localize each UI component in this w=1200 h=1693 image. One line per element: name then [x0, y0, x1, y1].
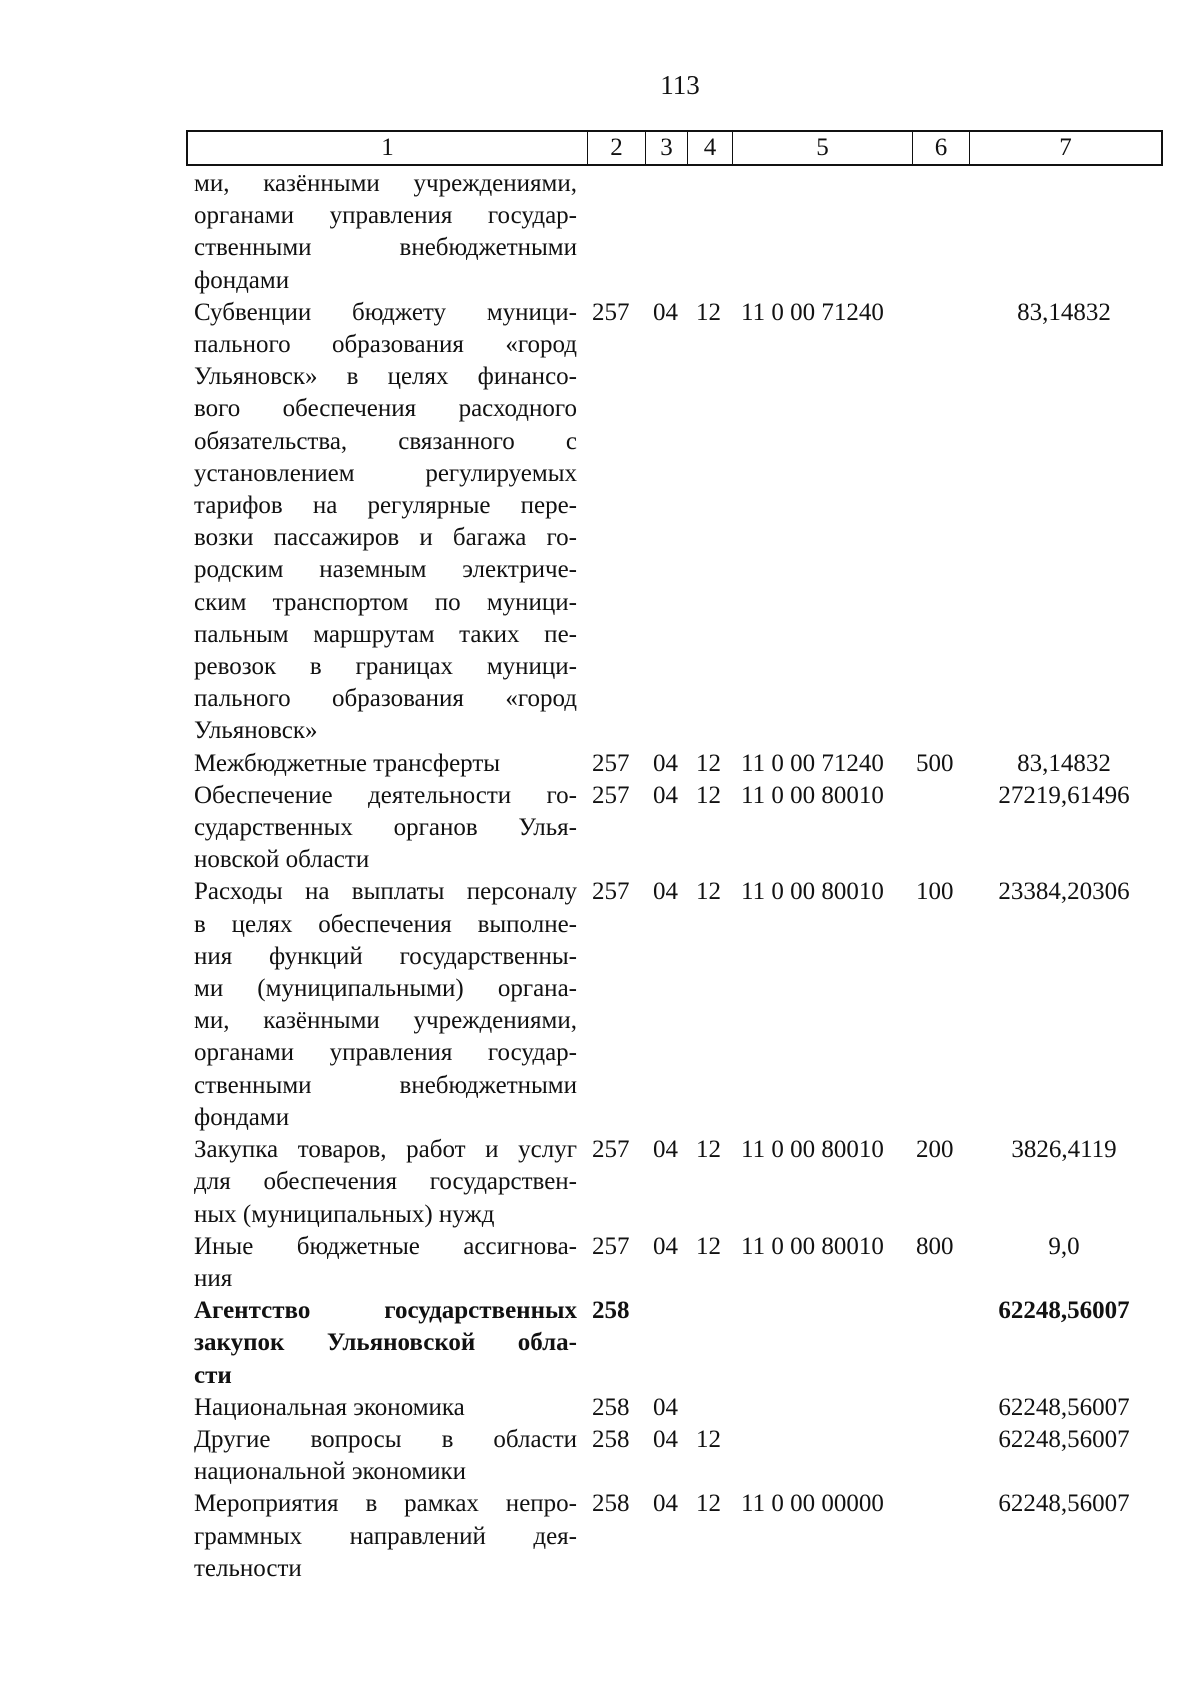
cell-gr: 258 — [592, 1425, 630, 1453]
description-line: тарифов на регулярные пере- — [194, 492, 577, 520]
table-header — [186, 130, 1163, 166]
header-col-7: 7 — [1059, 134, 1072, 161]
description-line: Ульяновск» в целях финансо- — [194, 363, 577, 391]
cell-rz: 04 — [653, 781, 678, 809]
cell-vr: 100 — [916, 878, 954, 906]
cell-gr: 257 — [592, 749, 630, 777]
cell-rz: 04 — [653, 1232, 678, 1260]
cell-sum: 62248,56007 — [998, 1393, 1130, 1421]
description-line: ственными внебюджетными — [194, 234, 577, 262]
table-row — [0, 168, 1200, 297]
table-row — [0, 297, 1200, 748]
description-line: пальным маршрутам таких пе- — [194, 620, 577, 648]
description-line: ми, казёнными учреждениями, — [194, 1007, 577, 1035]
cell-vr: 500 — [916, 749, 954, 777]
description-line: Субвенции бюджету муници- — [194, 298, 577, 326]
cell-sum: 83,14832 — [1017, 749, 1111, 777]
cell-rz: 04 — [653, 749, 678, 777]
row-description — [194, 748, 577, 780]
description-line: Агентство государственных — [194, 1297, 577, 1325]
cell-pr: 12 — [696, 781, 721, 809]
row-description — [194, 1134, 577, 1231]
row-description — [194, 168, 577, 297]
table-row — [0, 1392, 1200, 1424]
cell-pr: 12 — [696, 1232, 721, 1260]
row-description — [194, 1488, 577, 1585]
row-description — [194, 1231, 577, 1295]
description-line: тельности — [194, 1554, 302, 1582]
cell-gr: 257 — [592, 1136, 630, 1164]
cell-rz: 04 — [653, 1393, 678, 1421]
cell-pr: 12 — [696, 749, 721, 777]
description-line: органами управления государ- — [194, 1039, 577, 1067]
cell-gr: 258 — [592, 1393, 630, 1421]
description-line: Национальная экономика — [194, 1393, 465, 1421]
description-line: вого обеспечения расходного — [194, 395, 577, 423]
cell-cs: 11 0 00 80010 — [741, 878, 884, 906]
cell-gr: 257 — [592, 298, 630, 326]
row-description — [194, 780, 577, 877]
description-line: пального образования «город — [194, 331, 577, 359]
cell-gr: 257 — [592, 781, 630, 809]
description-line: пального образования «город — [194, 685, 577, 713]
table-row — [0, 1295, 1200, 1392]
header-col-4: 4 — [688, 132, 733, 164]
description-line: закупок Ульяновской обла- — [194, 1329, 577, 1357]
description-line: ми, казёнными учреждениями, — [194, 170, 577, 197]
description-line: ственными внебюджетными — [194, 1071, 577, 1099]
description-line: сударственных органов Улья- — [194, 814, 577, 842]
description-line: Ульяновск» — [194, 717, 318, 745]
description-line: национальной экономики — [194, 1458, 467, 1486]
row-description — [194, 876, 577, 1134]
table-row — [0, 748, 1200, 780]
description-line: возки пассажиров и багажа го- — [194, 524, 577, 552]
table-row — [0, 1231, 1200, 1295]
cell-gr: 258 — [592, 1490, 630, 1518]
description-line: для обеспечения государствен- — [194, 1168, 577, 1196]
cell-sum: 3826,4119 — [1011, 1136, 1117, 1164]
cell-cs: 11 0 00 71240 — [741, 749, 884, 777]
table-row — [0, 1134, 1200, 1231]
description-line: Мероприятия в рамках непро- — [194, 1490, 577, 1518]
cell-vr: 800 — [916, 1232, 954, 1260]
cell-cs: 11 0 00 00000 — [741, 1490, 884, 1518]
row-description — [194, 1295, 577, 1392]
description-line: Обеспечение деятельности го- — [194, 781, 577, 809]
table-row — [0, 876, 1200, 1134]
cell-rz: 04 — [653, 1136, 678, 1164]
cell-sum: 62248,56007 — [998, 1425, 1130, 1453]
cell-cs: 11 0 00 71240 — [741, 298, 884, 326]
cell-gr: 257 — [592, 1232, 630, 1260]
cell-pr: 12 — [696, 298, 721, 326]
description-line: органами управления государ- — [194, 202, 577, 230]
cell-rz: 04 — [653, 1425, 678, 1453]
description-line: фондами — [194, 266, 290, 294]
cell-sum: 27219,61496 — [998, 781, 1130, 809]
cell-sum: 62248,56007 — [998, 1297, 1130, 1325]
description-line: родским наземным электриче- — [194, 556, 577, 584]
description-line: Другие вопросы в области — [194, 1425, 577, 1453]
header-col-2: 2 — [588, 132, 646, 164]
cell-pr: 12 — [696, 1490, 721, 1518]
cell-rz: 04 — [653, 878, 678, 906]
row-description — [194, 1392, 577, 1424]
description-line: ния — [194, 1264, 233, 1292]
row-description — [194, 1424, 577, 1488]
description-line: Закупка товаров, работ и услуг — [194, 1136, 577, 1164]
cell-pr: 12 — [696, 878, 721, 906]
cell-cs: 11 0 00 80010 — [741, 781, 884, 809]
description-line: новской области — [194, 846, 370, 874]
cell-gr: 258 — [592, 1297, 630, 1325]
header-col-6: 6 — [913, 132, 970, 164]
cell-gr: 257 — [592, 878, 630, 906]
description-line: в целях обеспечения выполне- — [194, 910, 577, 938]
cell-rz: 04 — [653, 298, 678, 326]
cell-sum: 9,0 — [1048, 1232, 1080, 1260]
header-col-1: 1 — [188, 132, 588, 164]
cell-sum: 62248,56007 — [998, 1490, 1130, 1518]
description-line: ским транспортом по муници- — [194, 588, 577, 616]
description-line: ния функций государственны- — [194, 942, 577, 970]
table-row — [0, 780, 1200, 877]
page-number: 113 — [660, 70, 700, 100]
cell-vr: 200 — [916, 1136, 954, 1164]
cell-cs: 11 0 00 80010 — [741, 1136, 884, 1164]
description-line: обязательства, связанного с — [194, 427, 577, 455]
cell-sum: 83,14832 — [1017, 298, 1111, 326]
description-line: ми (муниципальными) органа- — [194, 975, 577, 1003]
cell-pr: 12 — [696, 1136, 721, 1164]
header-col-5: 5 — [733, 132, 913, 164]
table-row — [0, 1488, 1200, 1585]
description-line: ных (муниципальных) нужд — [194, 1200, 495, 1228]
description-line: фондами — [194, 1103, 290, 1131]
description-line: установлением регулируемых — [194, 459, 577, 487]
table-row — [0, 1424, 1200, 1488]
cell-sum: 23384,20306 — [998, 878, 1130, 906]
description-line: Расходы на выплаты персоналу — [194, 878, 577, 906]
cell-cs: 11 0 00 80010 — [741, 1232, 884, 1260]
cell-pr: 12 — [696, 1425, 721, 1453]
description-line: граммных направлений дея- — [194, 1522, 577, 1550]
description-line: ревозок в границах муници- — [194, 653, 577, 681]
description-line: сти — [194, 1361, 232, 1389]
description-line: Иные бюджетные ассигнова- — [194, 1232, 577, 1260]
cell-rz: 04 — [653, 1490, 678, 1518]
description-line: Межбюджетные трансферты — [194, 749, 501, 777]
table-body — [0, 168, 1200, 1585]
header-col-3: 3 — [646, 132, 688, 164]
row-description — [194, 297, 577, 748]
